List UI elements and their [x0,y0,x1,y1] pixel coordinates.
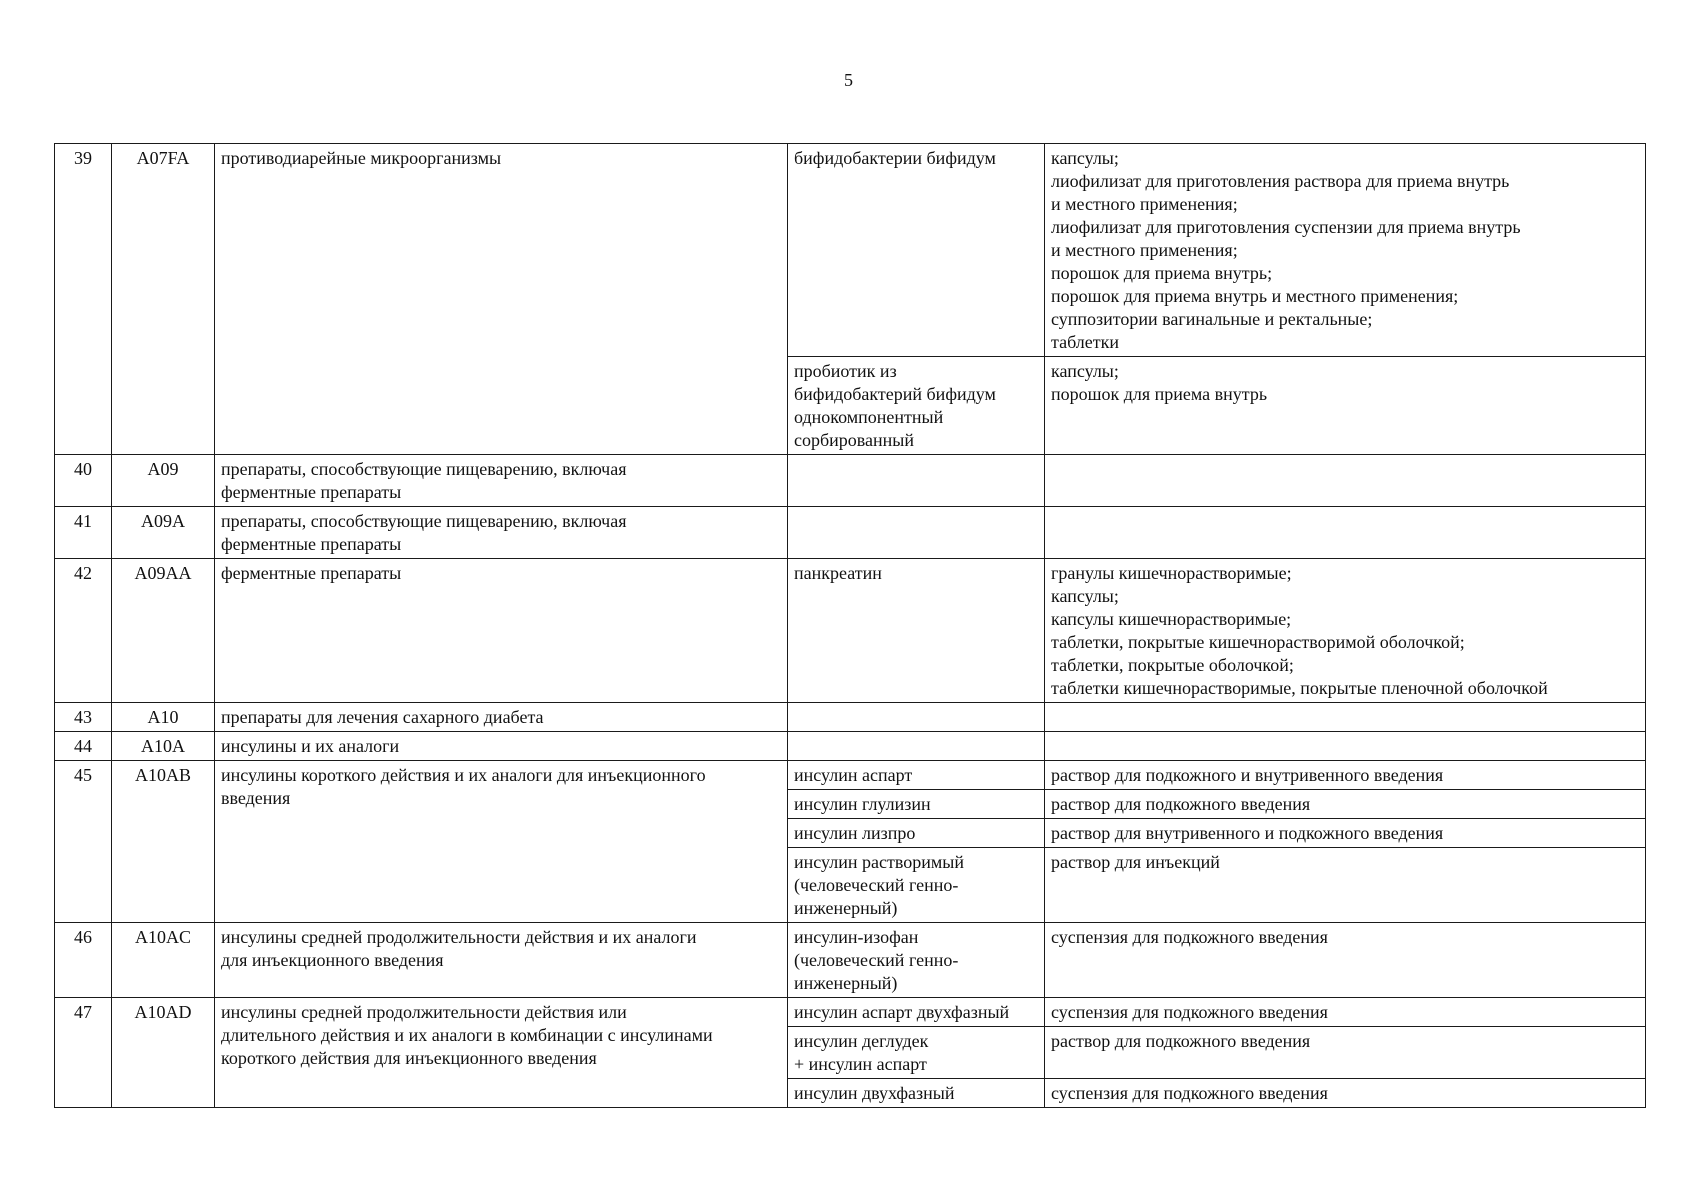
group-name: инсулины средней продолжительности действия и их аналоги для инъекционного введения [215,923,788,998]
table-row [55,923,1646,998]
drug-name: панкреатин [788,559,1045,703]
table-row [55,455,1646,507]
drug-name: пробиотик из бифидобактерий бифидум однокомпонентный сорбированный [788,357,1045,455]
dosage-forms: раствор для инъекций [1045,848,1646,923]
atc-code: A10 [112,703,215,732]
drug-name: инсулин аспарт двухфазный [788,998,1045,1027]
drug-name [788,455,1045,507]
drug-name: инсулин глулизин [788,790,1045,819]
row-number: 44 [55,732,112,761]
dosage-forms [1045,732,1646,761]
drug-name [788,507,1045,559]
table-row [55,761,1646,790]
drug-name: инсулин деглудек + инсулин аспарт [788,1027,1045,1079]
atc-code: A07FA [112,144,215,455]
table-row [55,998,1646,1027]
group-name: инсулины короткого действия и их аналоги для инъекционного введения [215,761,788,923]
drug-name: инсулин аспарт [788,761,1045,790]
drug-name: инсулин лизпро [788,819,1045,848]
group-name: инсулины и их аналоги [215,732,788,761]
group-name: препараты, способствующие пищеварению, включая ферментные препараты [215,507,788,559]
dosage-forms: раствор для внутривенного и подкожного введения [1045,819,1646,848]
table-row [55,144,1646,357]
atc-code: A10AB [112,761,215,923]
drug-name: бифидобактерии бифидум [788,144,1045,357]
dosage-forms [1045,703,1646,732]
dosage-forms: раствор для подкожного и внутривенного введения [1045,761,1646,790]
row-number: 45 [55,761,112,923]
atc-code: A09A [112,507,215,559]
drug-list-table [54,143,1646,1108]
dosage-forms: капсулы; лиофилизат для приготовления раствора для приема внутрь и местного применения; лиофилизат для приготовления суспензии для приема внутрь и местного применения; порошок для приема внутрь; порошок для приема внутрь и местного применения; суппозитории вагинальные и ректальные; таблетки [1045,144,1646,357]
dosage-forms: суспензия для подкожного введения [1045,1079,1646,1108]
atc-code: A09 [112,455,215,507]
drug-name: инсулин-изофан (человеческий генно- инженерный) [788,923,1045,998]
table-row [55,703,1646,732]
dosage-forms [1045,507,1646,559]
group-name: ферментные препараты [215,559,788,703]
atc-code: A10AD [112,998,215,1108]
row-number: 47 [55,998,112,1108]
row-number: 46 [55,923,112,998]
group-name: препараты для лечения сахарного диабета [215,703,788,732]
group-name: противодиарейные микроорганизмы [215,144,788,455]
dosage-forms: капсулы; порошок для приема внутрь [1045,357,1646,455]
page-number: 5 [844,70,853,90]
group-name: препараты, способствующие пищеварению, включая ферментные препараты [215,455,788,507]
atc-code: A10A [112,732,215,761]
table-body [55,144,1646,1108]
table-row [55,732,1646,761]
dosage-forms [1045,455,1646,507]
table-row [55,507,1646,559]
drug-name [788,732,1045,761]
drug-name: инсулин растворимый (человеческий генно- инженерный) [788,848,1045,923]
table-row [55,559,1646,703]
dosage-forms: суспензия для подкожного введения [1045,998,1646,1027]
row-number: 43 [55,703,112,732]
drug-name [788,703,1045,732]
row-number: 41 [55,507,112,559]
drug-name: инсулин двухфазный [788,1079,1045,1108]
atc-code: A09AA [112,559,215,703]
row-number: 39 [55,144,112,455]
dosage-forms: суспензия для подкожного введения [1045,923,1646,998]
row-number: 42 [55,559,112,703]
dosage-forms: раствор для подкожного введения [1045,1027,1646,1079]
row-number: 40 [55,455,112,507]
atc-code: A10AC [112,923,215,998]
group-name: инсулины средней продолжительности действия или длительного действия и их аналоги в комбинации с инсулинами короткого действия для инъекционного введения [215,998,788,1108]
dosage-forms: раствор для подкожного введения [1045,790,1646,819]
dosage-forms: гранулы кишечнорастворимые; капсулы; капсулы кишечнорастворимые; таблетки, покрытые кишечнорастворимой оболочкой; таблетки, покрытые оболочкой; таблетки кишечнорастворимые, покрытые пленочной оболочкой [1045,559,1646,703]
